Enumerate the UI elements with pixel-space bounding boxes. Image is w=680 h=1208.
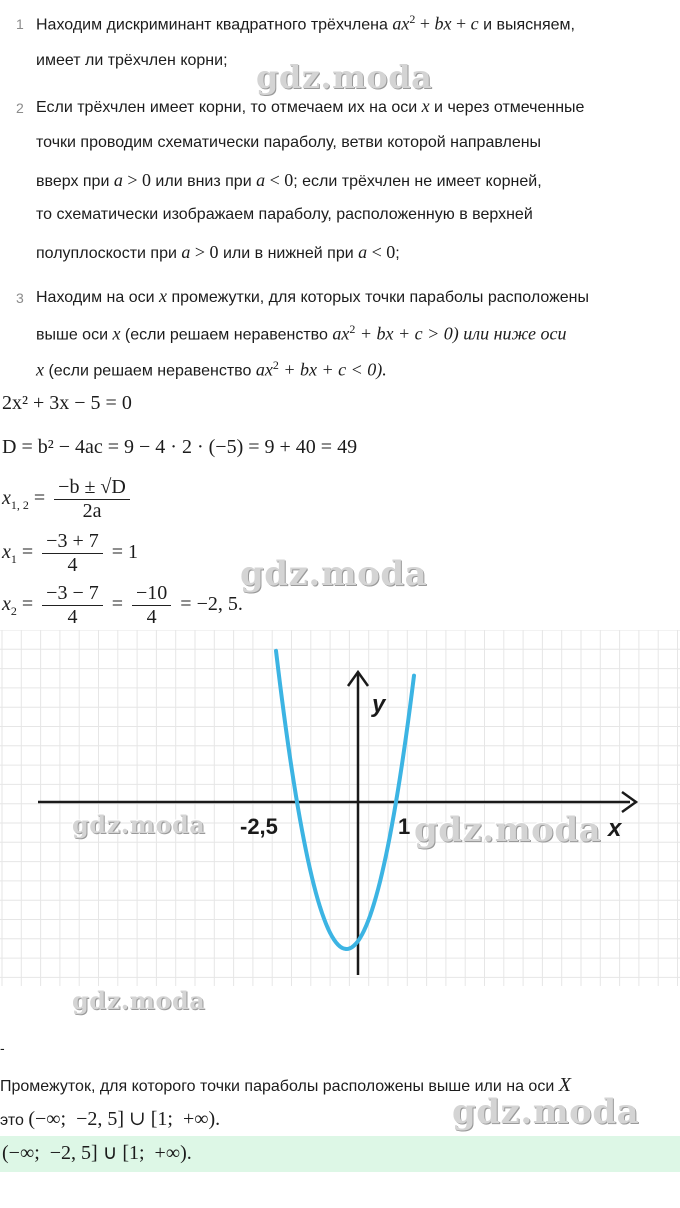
answer-text: (−∞; −2, 5] ∪ [1; +∞). — [2, 1142, 192, 1164]
parabola-curve — [276, 651, 414, 949]
x-axis-label: x — [608, 815, 622, 842]
watermark: gdz.moda — [256, 58, 433, 96]
fraction: $\frac{-3 + 7}{4}$ — [42, 530, 103, 577]
grid — [0, 630, 680, 986]
separator-dash: - — [0, 1040, 5, 1056]
step-number: 2 — [16, 100, 24, 116]
root-right-label: 1 — [398, 814, 411, 839]
equation-root-1: $x_1$ = $\frac{-3 + 7}{4}$ = 1 — [2, 530, 139, 576]
step-text-line: Находим на оси x промежутки, для которых точки параболы расположены — [36, 286, 590, 306]
answer-box — [0, 1136, 680, 1172]
equation-root-2: $x_2$ = $\frac{-3 - 7}{4}$ = $\frac{-10}{4}$ = −2, 5. — [2, 582, 243, 628]
fraction: $\frac{-3 - 7}{4}$ — [42, 582, 103, 629]
step-text-line: Находим дискриминант квадратного трёхчлена $ax^2$ + bx + c и выясняем, — [36, 12, 575, 34]
step-text-line: имеет ли трёхчлен корни; — [36, 52, 228, 69]
watermark: gdz.moda — [72, 986, 206, 1015]
step-text-line: выше оси x (если решаем неравенство $ax^2$ + bx + c > 0) или ниже оси — [36, 322, 567, 344]
root-left-label: -2,5 — [240, 814, 278, 839]
watermark: gdz.moda — [72, 810, 206, 839]
conclusion-text: Промежуток, для которого точки параболы расположены выше или на оси X — [0, 1074, 571, 1096]
conclusion-interval: это (−∞; −2, 5] ∪ [1; +∞). — [0, 1108, 221, 1130]
step-number: 1 — [16, 16, 24, 32]
step-text-line: вверх при a > 0 или вниз при a < 0; если трёхчлен не имеет корней, — [36, 170, 542, 190]
watermark: gdz.moda — [414, 810, 602, 850]
step-text-line: точки проводим схематически параболу, ветви которой направлены — [36, 134, 542, 151]
watermark: gdz.moda — [240, 554, 428, 594]
cut-off-previous-line — [180, 0, 440, 6]
step-text-line: x (если решаем неравенство $ax^2$ + bx + c < 0). — [36, 358, 387, 380]
step-text-line: Если трёхчлен имеет корни, то отмечаем их на оси x и через отмеченные — [36, 96, 585, 116]
fraction: $\frac{-10}{4}$ — [132, 582, 171, 629]
fraction: $\frac{-b \pm √D}{2a}$ — [54, 476, 130, 523]
watermark: gdz.moda — [452, 1092, 640, 1132]
equation-discriminant: D = b² − 4ac = 9 − 4 · 2 · (−5) = 9 + 40 = 49 — [2, 436, 358, 458]
equation-quadratic: 2x² + 3x − 5 = 0 — [2, 392, 132, 414]
step-text-line: полуплоскости при a > 0 или в нижней при a < 0; — [36, 242, 400, 262]
step-text-line: то схематически изображаем параболу, расположенную в верхней — [36, 206, 533, 223]
step-number: 3 — [16, 290, 24, 306]
equation-roots-formula: $x_{1, 2}$ = $\frac{-b \pm √D}{2a}$ — [2, 476, 134, 523]
y-axis-label: y — [372, 691, 386, 718]
